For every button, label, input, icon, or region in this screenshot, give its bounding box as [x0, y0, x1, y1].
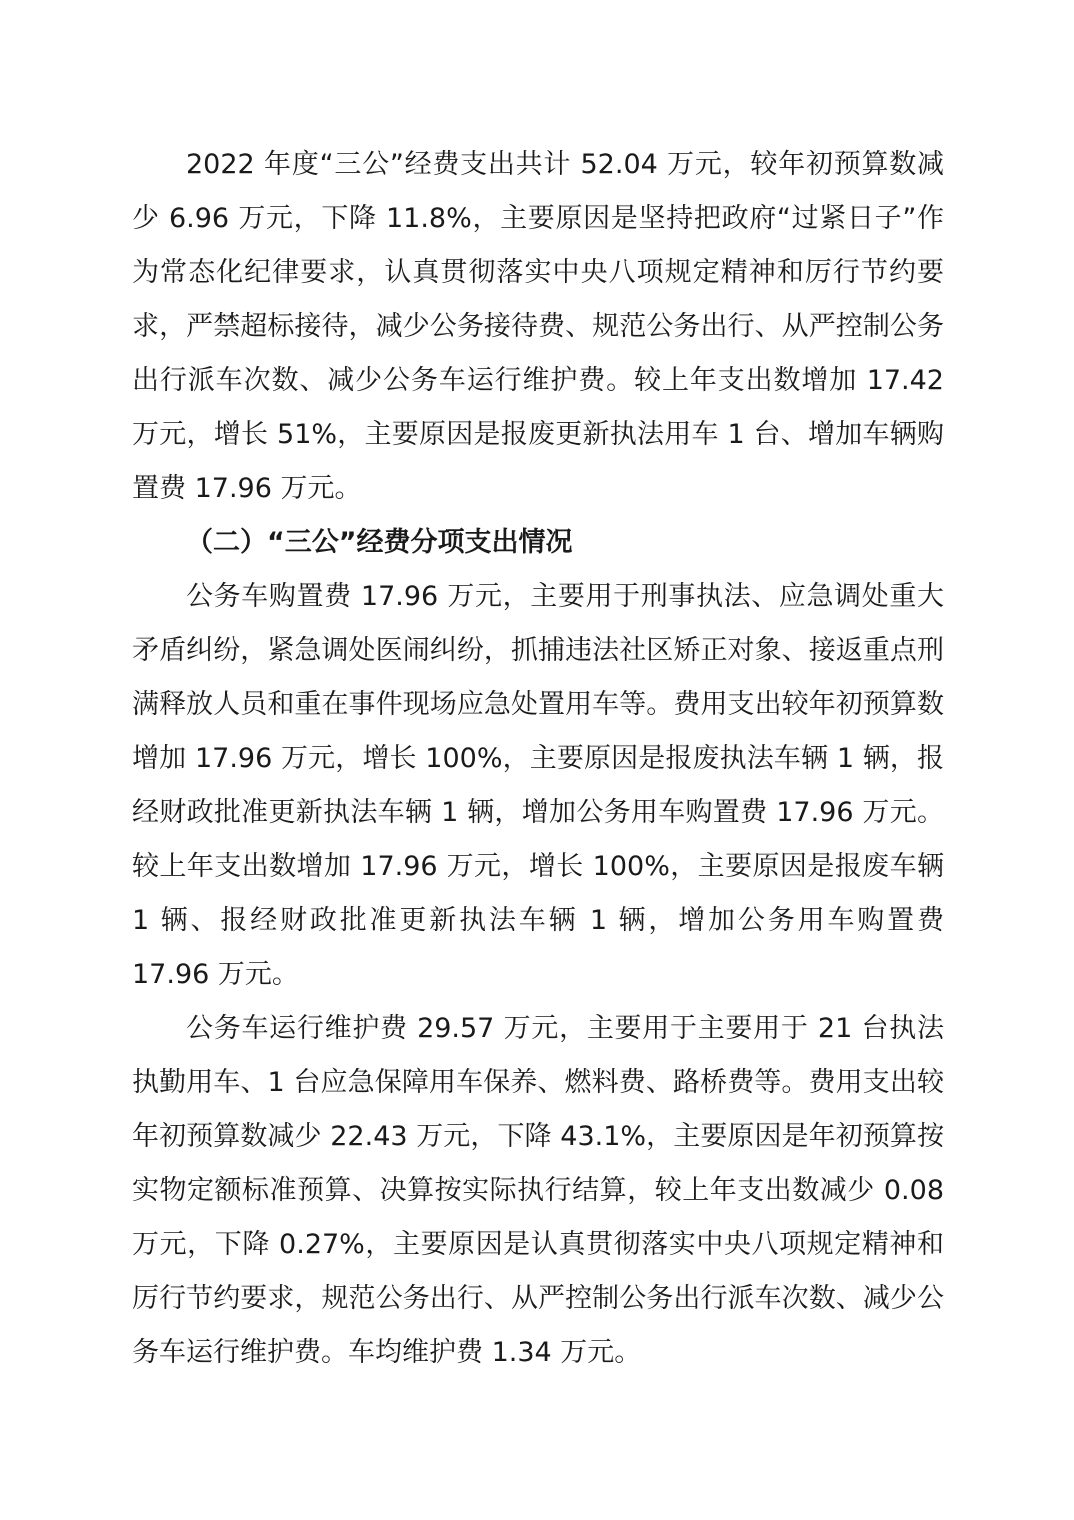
paragraph-vehicle-purchase: 公务车购置费 17.96 万元，主要用于刑事执法、应急调处重大矛盾纠纷，紧急调处医闹纠纷，抓捕违法社区矫正对象、接返重点刑满释放人员和重在事件现场应急处置用车等。费用支出较年初预算数增加 17.96 万元，增长 100%，主要原因是报废执法车辆 1 辆，报经财政批准更新执法车辆 1 辆，增加公务用车购置费 17.96 万元。较上年支出数增加 17.96 万元，增长 100%，主要原因是报废车辆 1 辆、报经财政批准更新执法车辆 1 辆，增加公务用车购置费 17.96 万元。 — [132, 581, 944, 990]
document-body — [132, 138, 944, 1380]
section-heading-itemized-expenditure: （二）“三公”经费分项支出情况 — [186, 527, 573, 558]
paragraph-vehicle-maintenance: 公务车运行维护费 29.57 万元，主要用于主要用于 21 台执法执勤用车、1 台应急保障用车保养、燃料费、路桥费等。费用支出较年初预算数减少 22.43 万元，下降 43.1%，主要原因是年初预算按实物定额标准预算、决算按实际执行结算，较上年支出数减少 0.08 万元，下降 0.27%，主要原因是认真贯彻落实中央八项规定精神和厉行节约要求，规范公务出行、从严控制公务出行派车次数、减少公务车运行维护费。车均维护费 1.34 万元。 — [132, 1013, 944, 1368]
paragraph-total-expenditure: 2022 年度“三公”经费支出共计 52.04 万元，较年初预算数减少 6.96 万元，下降 11.8%，主要原因是坚持把政府“过紧日子”作为常态化纪律要求，认真贯彻落实中央八项规定精神和厉行节约要求，严禁超标接待，减少公务接待费、规范公务出行、从严控制公务出行派车次数、减少公务车运行维护费。较上年支出数增加 17.42 万元，增长 51%，主要原因是报废更新执法用车 1 台、增加车辆购置费 17.96 万元。 — [132, 149, 944, 504]
